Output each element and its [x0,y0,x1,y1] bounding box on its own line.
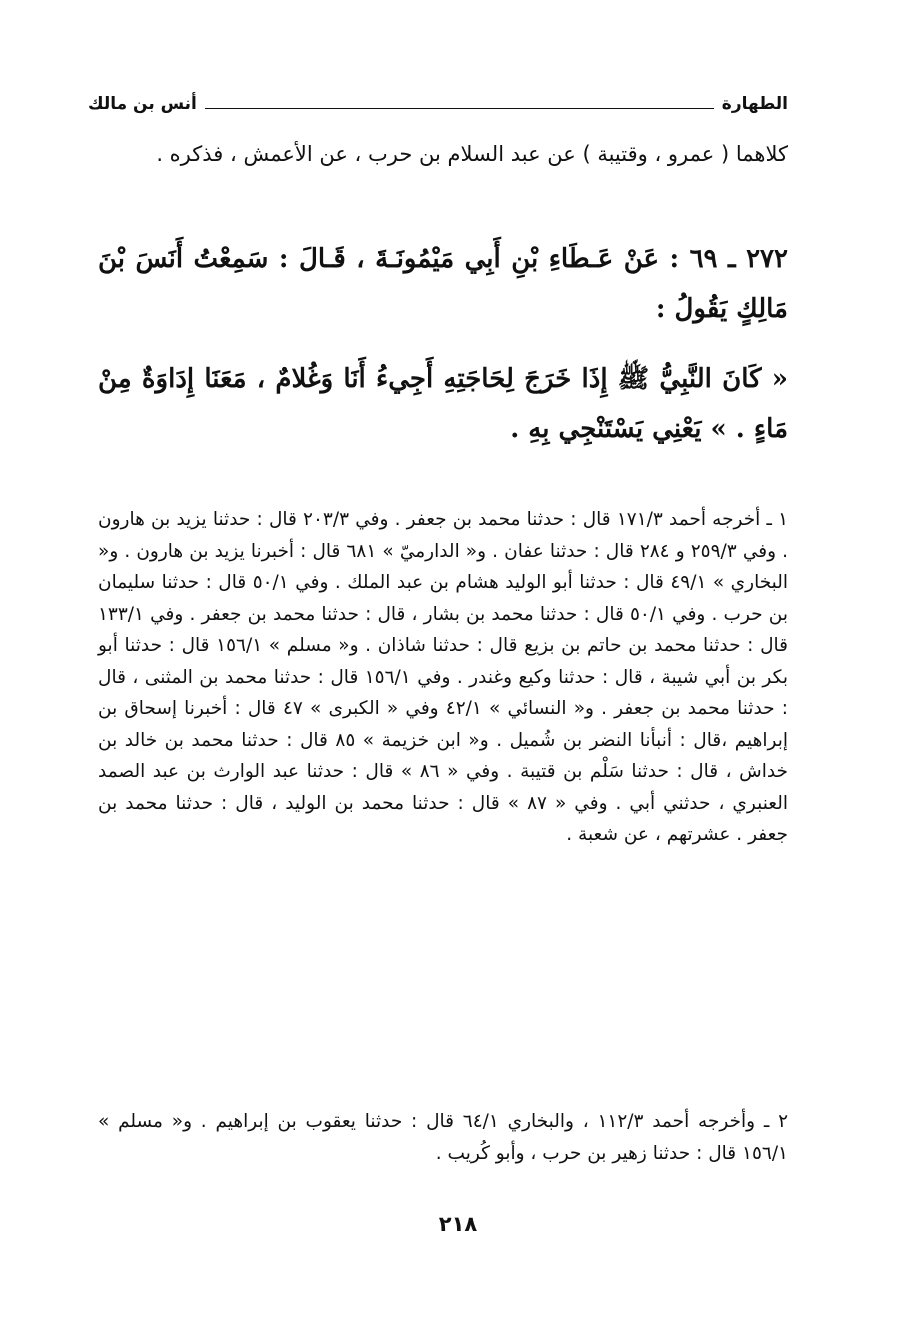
footnote-2: ٢ ـ وأخرجه أحمد ١١٢/٣ ، والبخاري ٦٤/١ قال : حدثنا يعقوب بن إبراهيم . و« مسلم » ١٥٦/١ قال : حدثنا زهير بن حرب ، وأبو كُريب . [98,1111,788,1164]
header-chapter-title: الطهارة [721,94,788,114]
header-narrator-name: أنس بن مالك [88,94,197,114]
hadith-heading: ٢٧٢ ـ ٦٩ : عَنْ عَـطَاءِ بْنِ أَبِي مَيْمُونَـةَ ، قَـالَ : سَمِعْتُ أَنَسَ بْنَ مَالِكٍ يَقُولُ : [98,244,788,324]
header-rule [205,108,714,109]
page-number: ٢١٨ [438,1212,478,1236]
running-header [88,80,788,114]
hadith-text: « كَانَ النَّبِيُّ ﷺ إِذَا خَرَجَ لِحَاجَتِهِ أَجِيءُ أَنَا وَغُلامٌ ، مَعَنَا إِدَاوَةٌ مِنْ مَاءٍ . » يَعْنِي يَسْتَنْجِي بِهِ . [98,364,788,444]
continuation-paragraph: كلاهما ( عمرو ، وقتيبة ) عن عبد السلام بن حرب ، عن الأعمش ، فذكره . [156,142,788,166]
footnote-1: ١ ـ أخرجه أحمد ١٧١/٣ قال : حدثنا محمد بن جعفر . وفي ٢٠٣/٣ قال : حدثنا يزيد بن هارون . وفي ٢٥٩/٣ و ٢٨٤ قال : حدثنا عفان . و« الدارميّ » ٦٨١ قال : أخبرنا يزيد بن هارون . و« البخاري » ٤٩/١ قال : حدثنا أبو الوليد هشام بن عبد الملك . وفي ٥٠/١ قال : حدثنا سليمان بن حرب . وفي ٥٠/١ قال : حدثنا محمد بن بشار ، قال : حدثنا محمد بن جعفر . وفي ١٣٣/١ قال : حدثنا محمد بن حاتم بن بزيع قال : حدثنا شاذان . و« مسلم » ١٥٦/١ قال : حدثنا أبو بكر بن أبي شيبة ، قال : حدثنا وكيع وغندر . وفي ١٥٦/١ قال : حدثنا محمد بن المثنى ، قال : حدثنا محمد بن جعفر . و« النسائي » ٤٢/١ وفي « الكبرى » ٤٧ قال : أخبرنا إسحاق بن إبراهيم ،قال : أنبأنا النضر بن شُميل . و« ابن خزيمة » ٨٥ قال : حدثنا محمد بن خالد بن خداش ، قال : حدثنا سَلْم بن قتيبة . وفي « ٨٦ » قال : حدثنا عبد الوارث بن عبد الصمد العنبري ، حدثني أبي . وفي « ٨٧ » قال : حدثنا محمد بن الوليد ، قال : حدثنا محمد بن جعفر . عشرتهم ، عن شعبة . [98,509,789,845]
